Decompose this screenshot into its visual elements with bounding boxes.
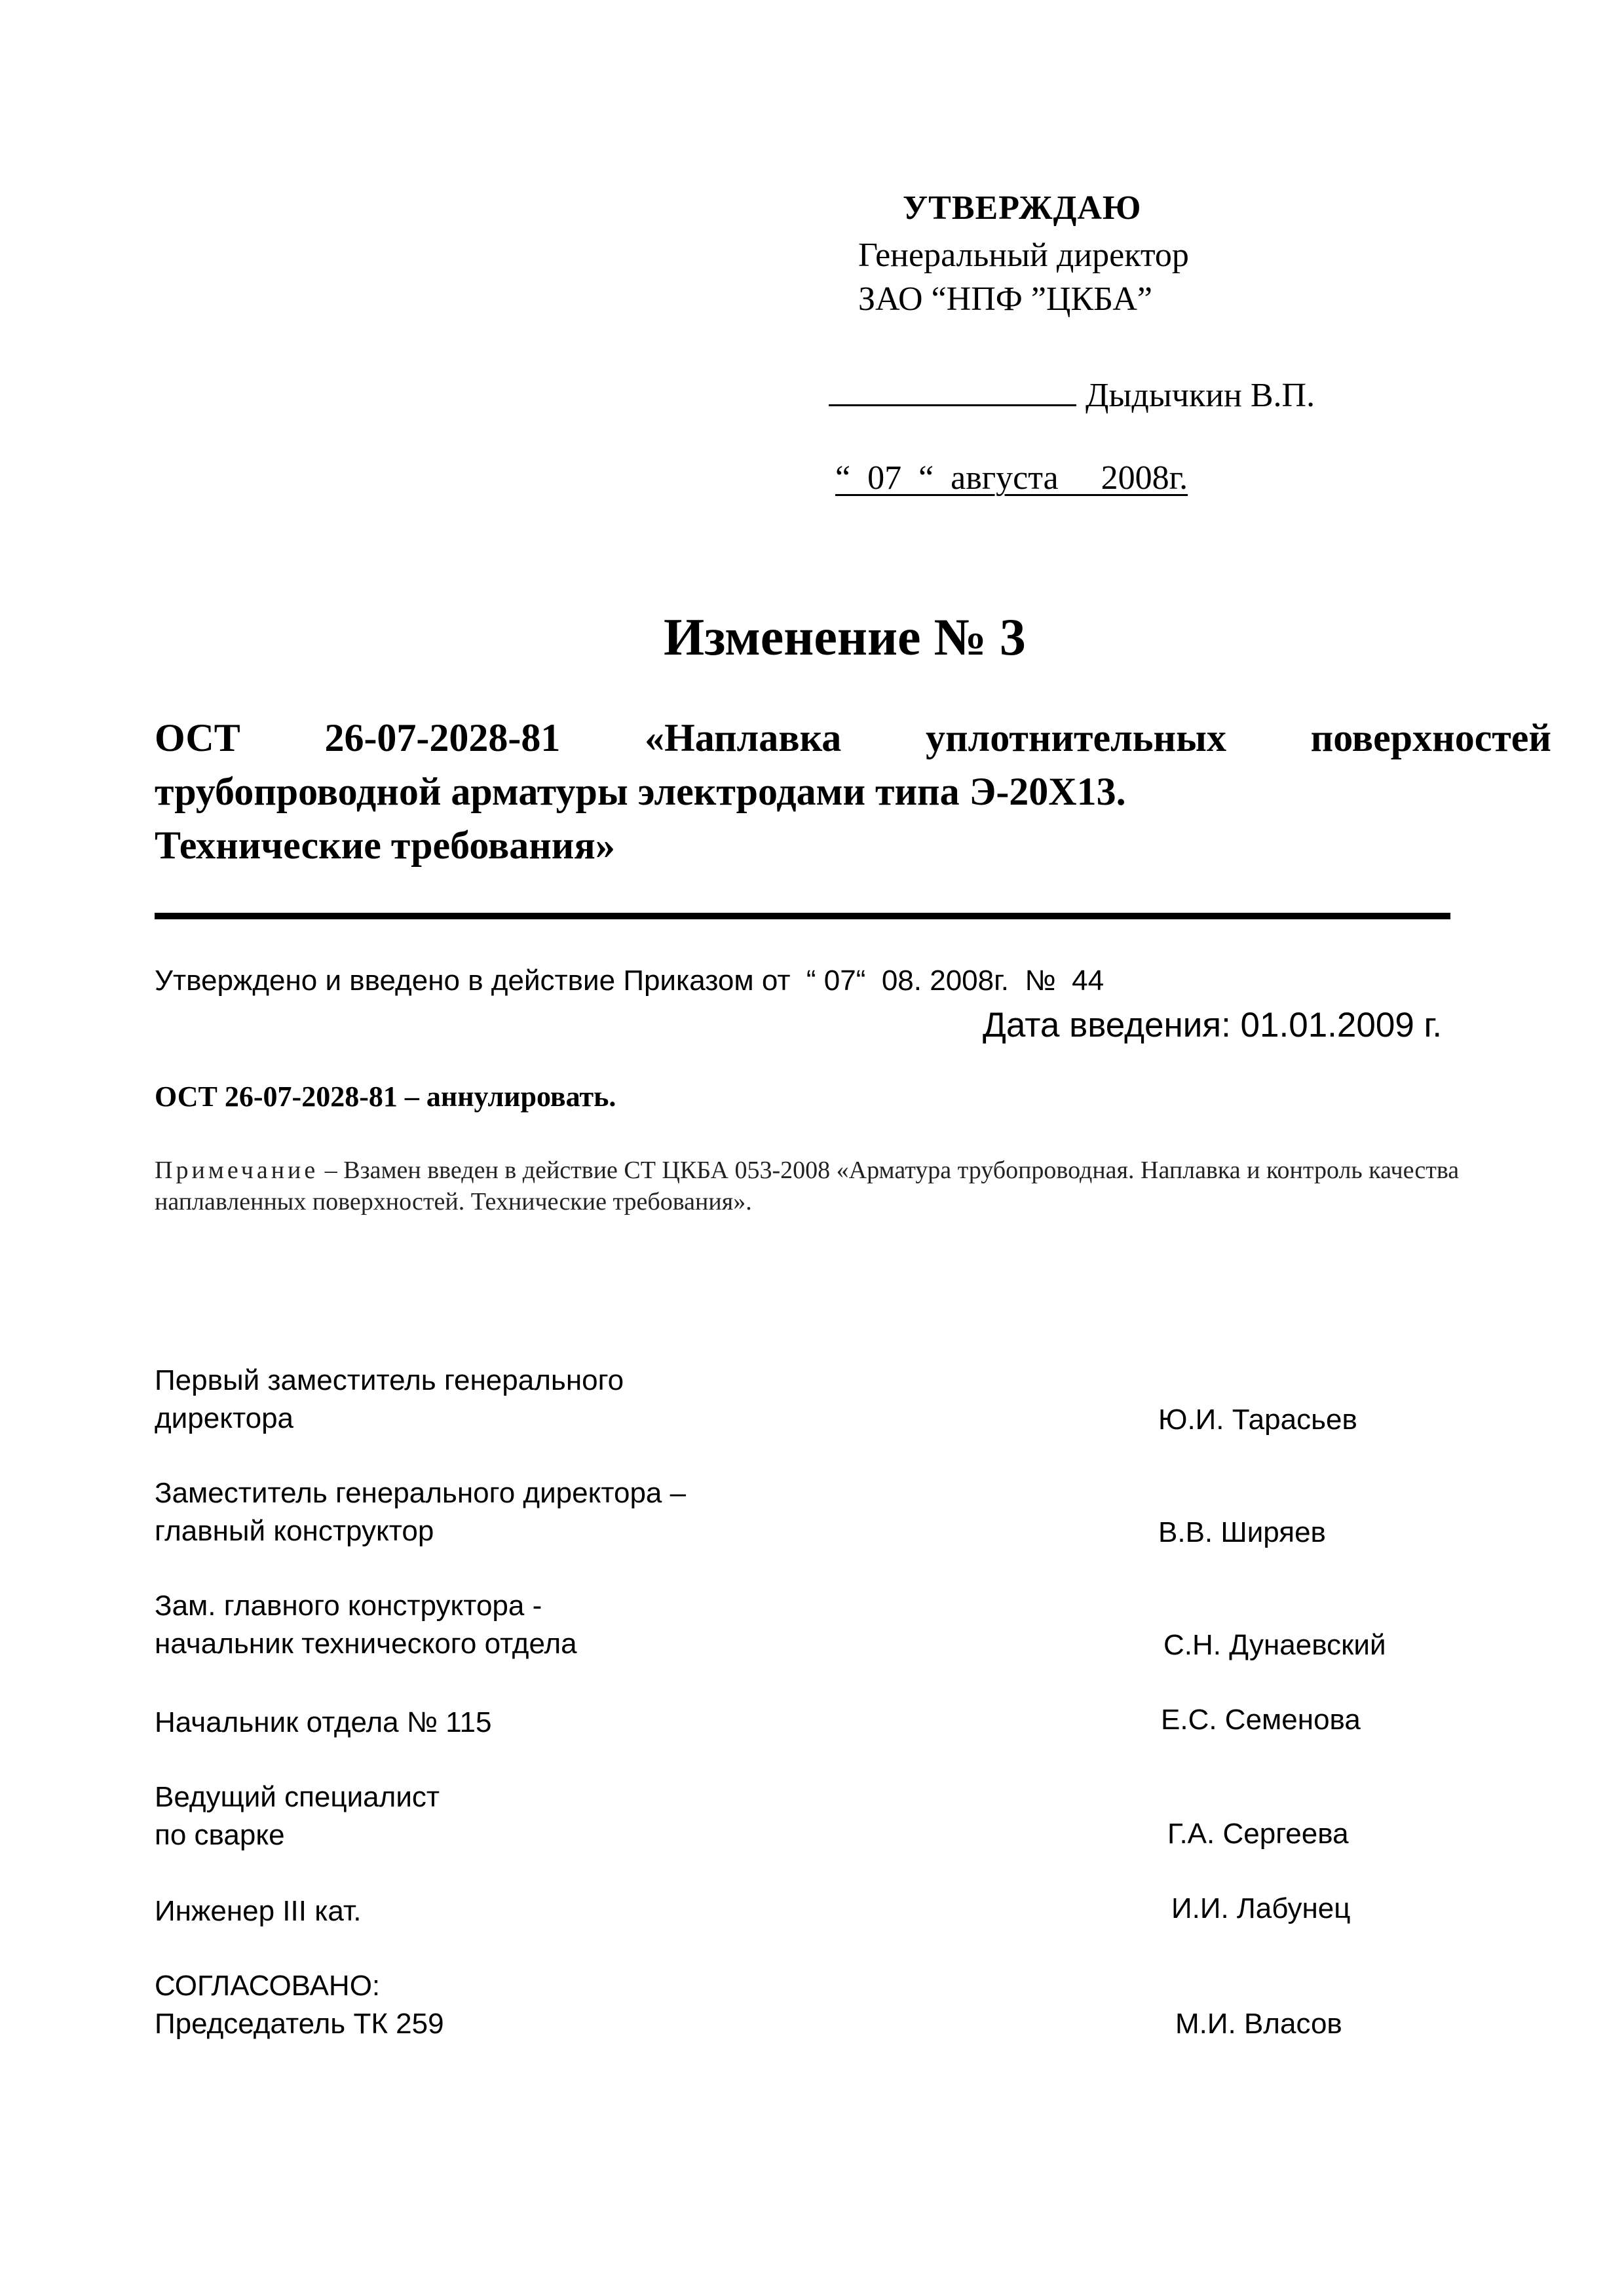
note-paragraph	[155, 1155, 1570, 1217]
signature-name: Е.С. Семенова	[1161, 1704, 1361, 1736]
signature-title-line: СОГЛАСОВАНО:	[155, 1970, 381, 2002]
signature-title	[155, 1778, 440, 1854]
signature-title	[155, 1967, 444, 2043]
signature-title-line: Председатель ТК 259	[155, 2008, 444, 2040]
signature-title-line: начальник технического отдела	[155, 1628, 577, 1660]
approval-signatory: Дыдычкин В.П.	[1086, 377, 1315, 414]
signature-title-line: главный конструктор	[155, 1515, 434, 1547]
signature-title-line: Инженер III кат.	[155, 1895, 362, 1927]
signature-title-line: Заместитель генерального директора –	[155, 1477, 687, 1509]
signature-name: Г.А. Сергеева	[1167, 1818, 1349, 1850]
signature-title	[155, 1587, 577, 1663]
signature-name: М.И. Власов	[1175, 2008, 1342, 2040]
annulment-statement: ОСТ 26-07-2028-81 – аннулировать.	[155, 1081, 616, 1113]
signature-name: В.В. Ширяев	[1158, 1516, 1326, 1548]
signature-name: С.Н. Дунаевский	[1163, 1629, 1386, 1661]
signature-title	[155, 1474, 686, 1550]
signature-title-line: Первый заместитель генерального	[155, 1364, 624, 1396]
signature-title-line: Начальник отдела № 115	[155, 1706, 492, 1738]
standard-title-line-2: трубопроводной арматуры электродами типа Э-20Х13.	[155, 770, 1126, 813]
signature-title-line: по сварке	[155, 1819, 285, 1851]
standard-title	[155, 711, 1551, 872]
approval-position: Генеральный директор	[858, 237, 1189, 274]
standard-title-line-3: Технические требования»	[155, 824, 615, 867]
signature-name: И.И. Лабунец	[1171, 1892, 1351, 1924]
approval-date: “ 07 “ августа 2008г.	[835, 459, 1188, 497]
approval-title: УТВЕРЖДАЮ	[903, 189, 1142, 227]
approved-by-order: Утверждено и введено в действие Приказом от “ 07“ 08. 2008г. № 44	[155, 965, 1105, 997]
introduction-date: Дата введения: 01.01.2009 г.	[983, 1006, 1443, 1044]
change-title: Изменение № 3	[664, 609, 1026, 666]
signature-title-line: директора	[155, 1402, 294, 1434]
signature-blank	[829, 378, 1076, 406]
signature-name: Ю.И. Тарасьев	[1158, 1404, 1357, 1436]
standard-title-line-1: ОСТ 26-07-2028-81 «Наплавка уплотнительных поверхностей	[155, 716, 1551, 759]
note-text: – Взамен введен в действие СТ ЦКБА 053-2008 «Арматура трубопроводная. Наплавка и контроль качества наплавленных поверхностей. Технические требования».	[155, 1157, 1460, 1215]
signature-title-line: Ведущий специалист	[155, 1781, 440, 1813]
title-divider	[155, 913, 1450, 919]
approval-organization: ЗАО “НПФ ”ЦКБА”	[858, 280, 1152, 318]
signature-title	[155, 1362, 624, 1438]
signature-title	[155, 1892, 361, 1930]
note-label: Примечание	[155, 1157, 319, 1184]
signature-title-line: Зам. главного конструктора -	[155, 1590, 542, 1622]
approval-signature-line	[829, 376, 1315, 415]
signature-title	[155, 1704, 491, 1742]
